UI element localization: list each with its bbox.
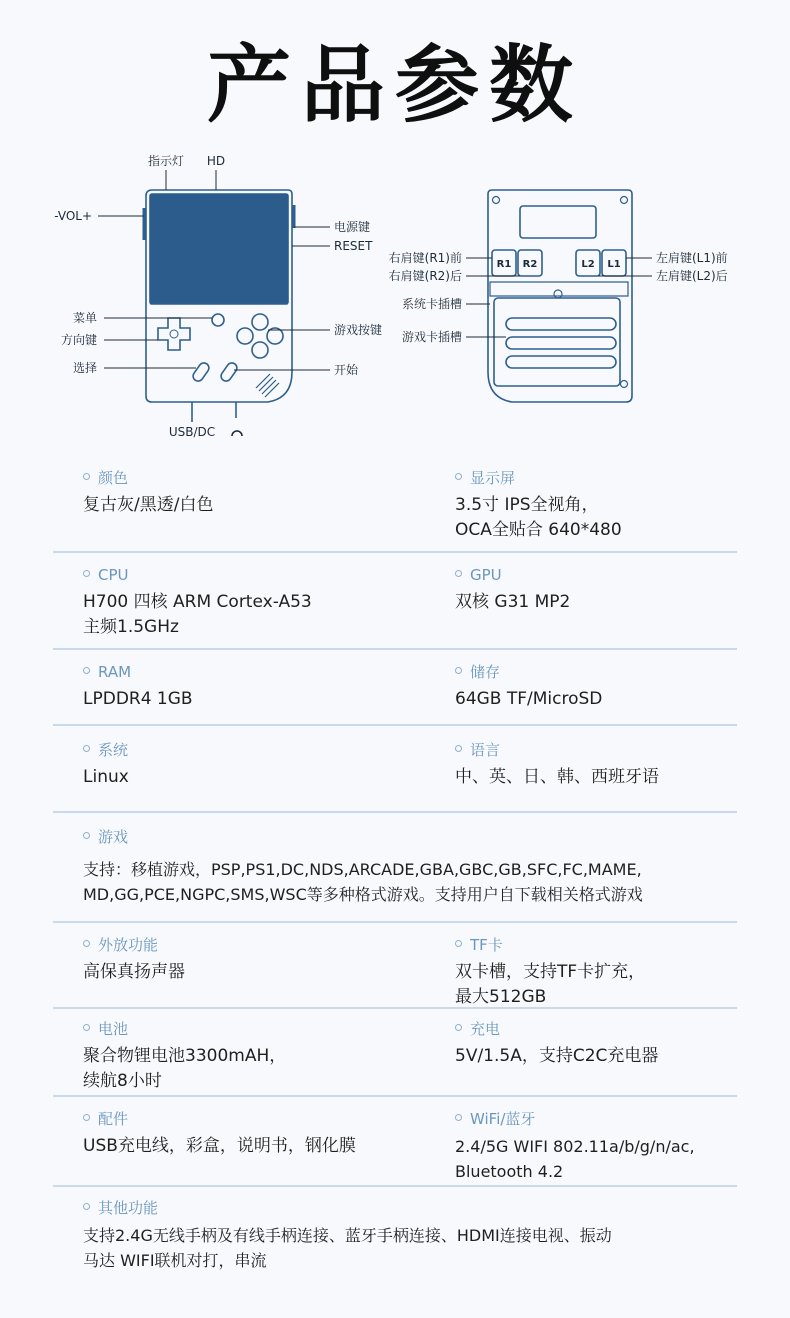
- bullet-icon: [455, 1114, 462, 1121]
- spec-language: 语言 中、英、日、韩、西班牙语: [455, 741, 659, 787]
- bullet-icon: [83, 667, 90, 674]
- spec-tf: TF卡 双卡槽，支持TF卡扩充， 最大512GB: [455, 936, 646, 1007]
- label-r2: 右肩键(R2)后: [388, 269, 462, 283]
- label-game-slot: 游戏卡插槽: [401, 330, 462, 344]
- spec-ram: RAM LPDDR4 1GB: [83, 663, 193, 709]
- btn-r1: R1: [496, 259, 512, 270]
- label-start: 开始: [334, 363, 359, 377]
- spec-other: 其他功能 支持2.4G无线手柄及有线手柄连接、蓝牙手柄连接、HDMI连接电视、振动 马达 WIFI联机对打，串流: [83, 1199, 612, 1270]
- bullet-icon: [83, 473, 90, 480]
- spec-storage: 储存 64GB TF/MicroSD: [455, 663, 603, 709]
- bullet-icon: [83, 570, 90, 577]
- label-hd: HD: [206, 154, 226, 168]
- spec-charging: 充电 5V/1.5A，支持C2C充电器: [455, 1020, 659, 1066]
- label-game-buttons: 游戏按键: [334, 323, 383, 337]
- spec-battery: 电池 聚合物锂电池3300mAH， 续航8小时: [83, 1020, 287, 1091]
- divider: [53, 724, 737, 726]
- divider: [53, 921, 737, 923]
- btn-r2: R2: [522, 259, 538, 270]
- label-l1: 左肩键(L1)前: [656, 251, 728, 265]
- spec-display: 显示屏 3.5寸 IPS全视角， OCA全贴合 640*480: [455, 469, 622, 540]
- label-dpad: 方向键: [60, 333, 97, 347]
- divider: [53, 551, 737, 553]
- label-system-slot: 系统卡插槽: [401, 297, 462, 311]
- bullet-icon: [83, 1203, 90, 1210]
- btn-l1: L1: [607, 259, 621, 270]
- label-select: 选择: [72, 361, 97, 375]
- bullet-icon: [455, 940, 462, 947]
- divider: [53, 1185, 737, 1187]
- device-diagram: [0, 140, 790, 450]
- spec-cpu: CPU H700 四核 ARM Cortex-A53 主频1.5GHz: [83, 566, 312, 637]
- bullet-icon: [83, 940, 90, 947]
- label-power: 电源键: [334, 220, 371, 234]
- bullet-icon: [455, 473, 462, 480]
- label-usb: USB/DC: [168, 425, 216, 439]
- spec-speaker: 外放功能 高保真扬声器: [83, 936, 185, 982]
- label-indicator: 指示灯: [147, 154, 185, 168]
- spec-accessories: 配件 USB充电线，彩盒，说明书，钢化膜: [83, 1110, 356, 1156]
- spec-color: 颜色 复古灰/黑透/白色: [83, 469, 214, 515]
- btn-l2: L2: [581, 259, 595, 270]
- bullet-icon: [455, 667, 462, 674]
- divider: [53, 648, 737, 650]
- bullet-icon: [83, 1114, 90, 1121]
- divider: [53, 811, 737, 813]
- label-reset: RESET: [334, 239, 373, 253]
- bullet-icon: [455, 1024, 462, 1031]
- bullet-icon: [455, 570, 462, 577]
- divider: [53, 1095, 737, 1097]
- spec-games: 游戏 支持：移植游戏，PSP,PS1,DC,NDS,ARCADE,GBA,GBC,GB,SFC,FC,MAME, MD,GG,PCE,NGPC,SMS,WSC等多种格式游戏。支持用户自下载相关格式游戏: [83, 828, 643, 904]
- bullet-icon: [83, 832, 90, 839]
- page-title: 产品参数: [206, 36, 583, 134]
- label-r1: 右肩键(R1)前: [388, 251, 462, 265]
- front-device: [144, 190, 294, 436]
- spec-gpu: GPU 双核 G31 MP2: [455, 566, 571, 612]
- back-device: [488, 190, 632, 402]
- label-l2: 左肩键(L2)后: [656, 269, 728, 283]
- label-menu: 菜单: [72, 311, 97, 325]
- bullet-icon: [83, 1024, 90, 1031]
- bullet-icon: [455, 745, 462, 752]
- spec-os: 系统 Linux: [83, 741, 129, 787]
- label-vol: -VOL+: [54, 209, 92, 223]
- spec-wireless: WiFi/蓝牙 2.4/5G WIFI 802.11a/b/g/n/ac, Bluetooth 4.2: [455, 1110, 695, 1181]
- bullet-icon: [83, 745, 90, 752]
- divider: [53, 1007, 737, 1009]
